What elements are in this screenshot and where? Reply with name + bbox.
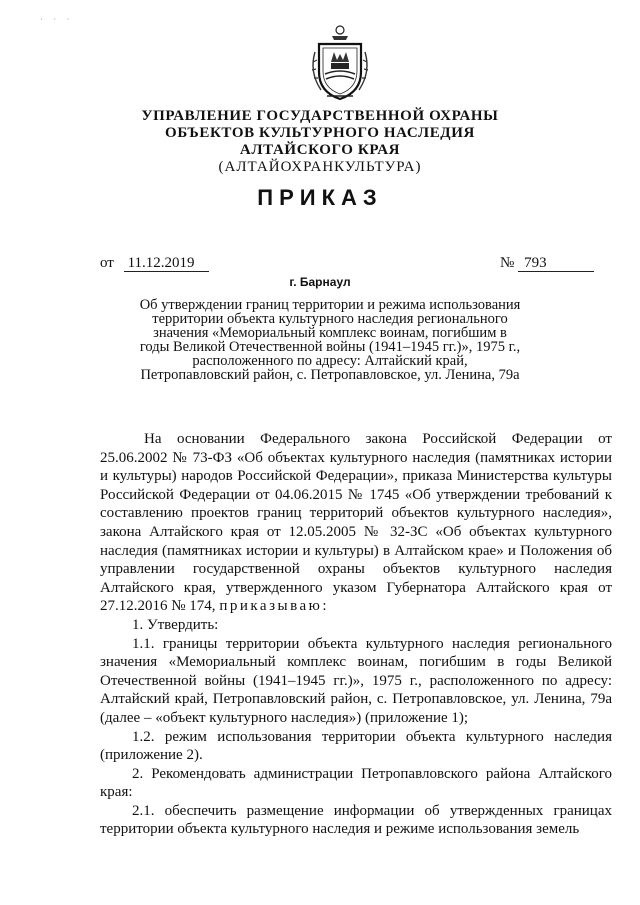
order-title: ПРИКАЗ xyxy=(257,185,383,210)
number-value: 793 xyxy=(518,256,594,272)
command-word: приказываю: xyxy=(219,598,330,615)
paragraph-item-1: 1. Утвердить: xyxy=(132,616,219,633)
paragraph-item-2: 2. Рекомендовать администрации Петропавловского района Алтайского края: xyxy=(100,765,612,801)
agency-abbreviation: (АЛТАЙОХРАНКУЛЬТУРА) xyxy=(218,159,422,175)
paragraph-item-1-1: 1.1. границы территории объекта культурного наследия регионального значения «Мемориальный комплекс воинам, погибшим в годы Великой Отечественной войны (1941–1945 гг.)», 1975 г., расположенного по адресу: Алтайский край, Петропавловский район, с. Петропавловское, ул. Ленина, 79а (далее – «объект культурного наследия») (приложение 1); xyxy=(100,635,612,726)
subject-line-1: Об утверждении границ территории и режима использования xyxy=(139,297,521,313)
order-body xyxy=(100,430,612,839)
order-number xyxy=(500,255,594,272)
agency-line-2: ОБЪЕКТОВ КУЛЬТУРНОГО НАСЛЕДИЯ xyxy=(165,125,475,141)
city-name: г. Барнаул xyxy=(289,275,351,289)
date-prefix: от xyxy=(100,255,114,271)
subject-line-4: годы Великой Отечественной войны (1941–1945 гг.)», 1975 г., xyxy=(139,339,521,355)
subject-line-2: территории объекта культурного наследия регионального xyxy=(152,311,508,327)
paragraph-item-2-1: 2.1. обеспечить размещение информации об утвержденных границах территории объекта культурного наследия и режиме использования земель xyxy=(100,802,612,838)
scan-corner-marks: · · · xyxy=(40,14,74,24)
subject-line-5: расположенного по адресу: Алтайский край, xyxy=(192,353,468,369)
subject-line-6: Петропавловский район, с. Петропавловское, ул. Ленина, 79а xyxy=(140,367,520,383)
agency-line-3: АЛТАЙСКОГО КРАЯ xyxy=(239,142,401,158)
date-value: 11.12.2019 xyxy=(124,256,209,272)
paragraph-item-1-2: 1.2. режим использования территории объекта культурного наследия (приложение 2). xyxy=(100,728,612,764)
agency-line-1: УПРАВЛЕНИЕ ГОСУДАРСТВЕННОЙ ОХРАНЫ xyxy=(141,108,499,124)
agency-name xyxy=(0,108,640,176)
number-prefix: № xyxy=(500,255,515,271)
subject-line-3: значения «Мемориальный комплекс воинам, погибшим в xyxy=(153,325,507,341)
preamble-text: На основании Федерального закона Российской Федерации от 25.06.2002 № 73-ФЗ «Об объектах культурного наследия (памятниках истории и культуры) народов Российской Федерации», приказа Министерства культуры Российской Федерации от 04.06.2015 № 1745 «Об утверждении требований к составлению проектов границ территорий объектов культурного наследия», закона Алтайского края от 12.05.2005 № 32-ЗС «Об объектах культурного наследия (памятниках истории и культуры) в Алтайском крае» и Положения об управлении государственной охраны объектов культурного наследия Алтайского края, утвержденного указом Губернатора Алтайского края от 27.12.2016 № 174, xyxy=(100,431,612,615)
order-date xyxy=(100,255,209,272)
altai-krai-coat-of-arms-icon xyxy=(305,22,375,102)
paragraph-preamble xyxy=(100,430,612,616)
order-subject xyxy=(100,298,560,382)
